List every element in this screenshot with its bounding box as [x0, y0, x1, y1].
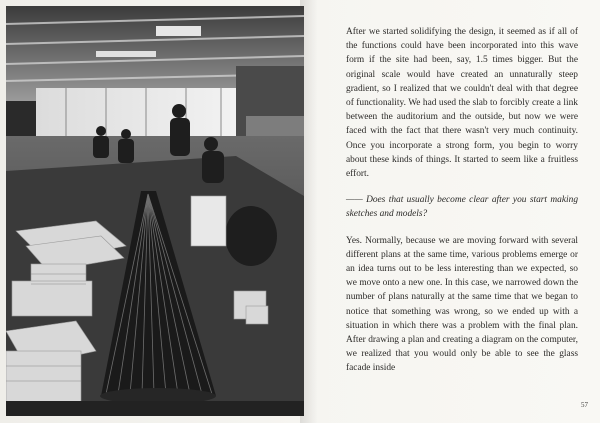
- interview-question: [346, 193, 578, 221]
- body-text-column: [346, 25, 578, 388]
- question-text: Does that usually become clear after you start making sketches and models?: [346, 195, 579, 220]
- question-dash: ——: [346, 195, 367, 206]
- studio-photograph: [6, 6, 304, 416]
- paragraph-1: After we started solidifying the design, it seemed as if all of the functions could have been incorporated into this wave form if the site had been, say, 1.5 times bigger. But the original scale would have created an unnaturally steep gradient, so I realized that we couldn't deal with that degree of functionality. We had used the slab to forcibly create a link between the auditorium and the outside, but now we were faced with the fact that there wasn't very much continuity. Once you incorporate a strong form, you begin to worry about these kinds of things. It started to seem like a fruitless effort.: [346, 27, 578, 180]
- paragraph-2: Yes. Normally, because we are moving forward with several different plans at the same time, various problems emerge or an idea turns out to be less interesting than we expected, so we move onto a new one. In this case, we narrowed down the number of plans naturally at the same time that we began to notice that something was wrong, so we ended up with a situation in which there was a problem with the final plan. After drawing a plan and creating a diagram on the computer, we realized that you would only be able to see the glass facade inside: [346, 235, 578, 374]
- page-number: 57: [581, 401, 588, 409]
